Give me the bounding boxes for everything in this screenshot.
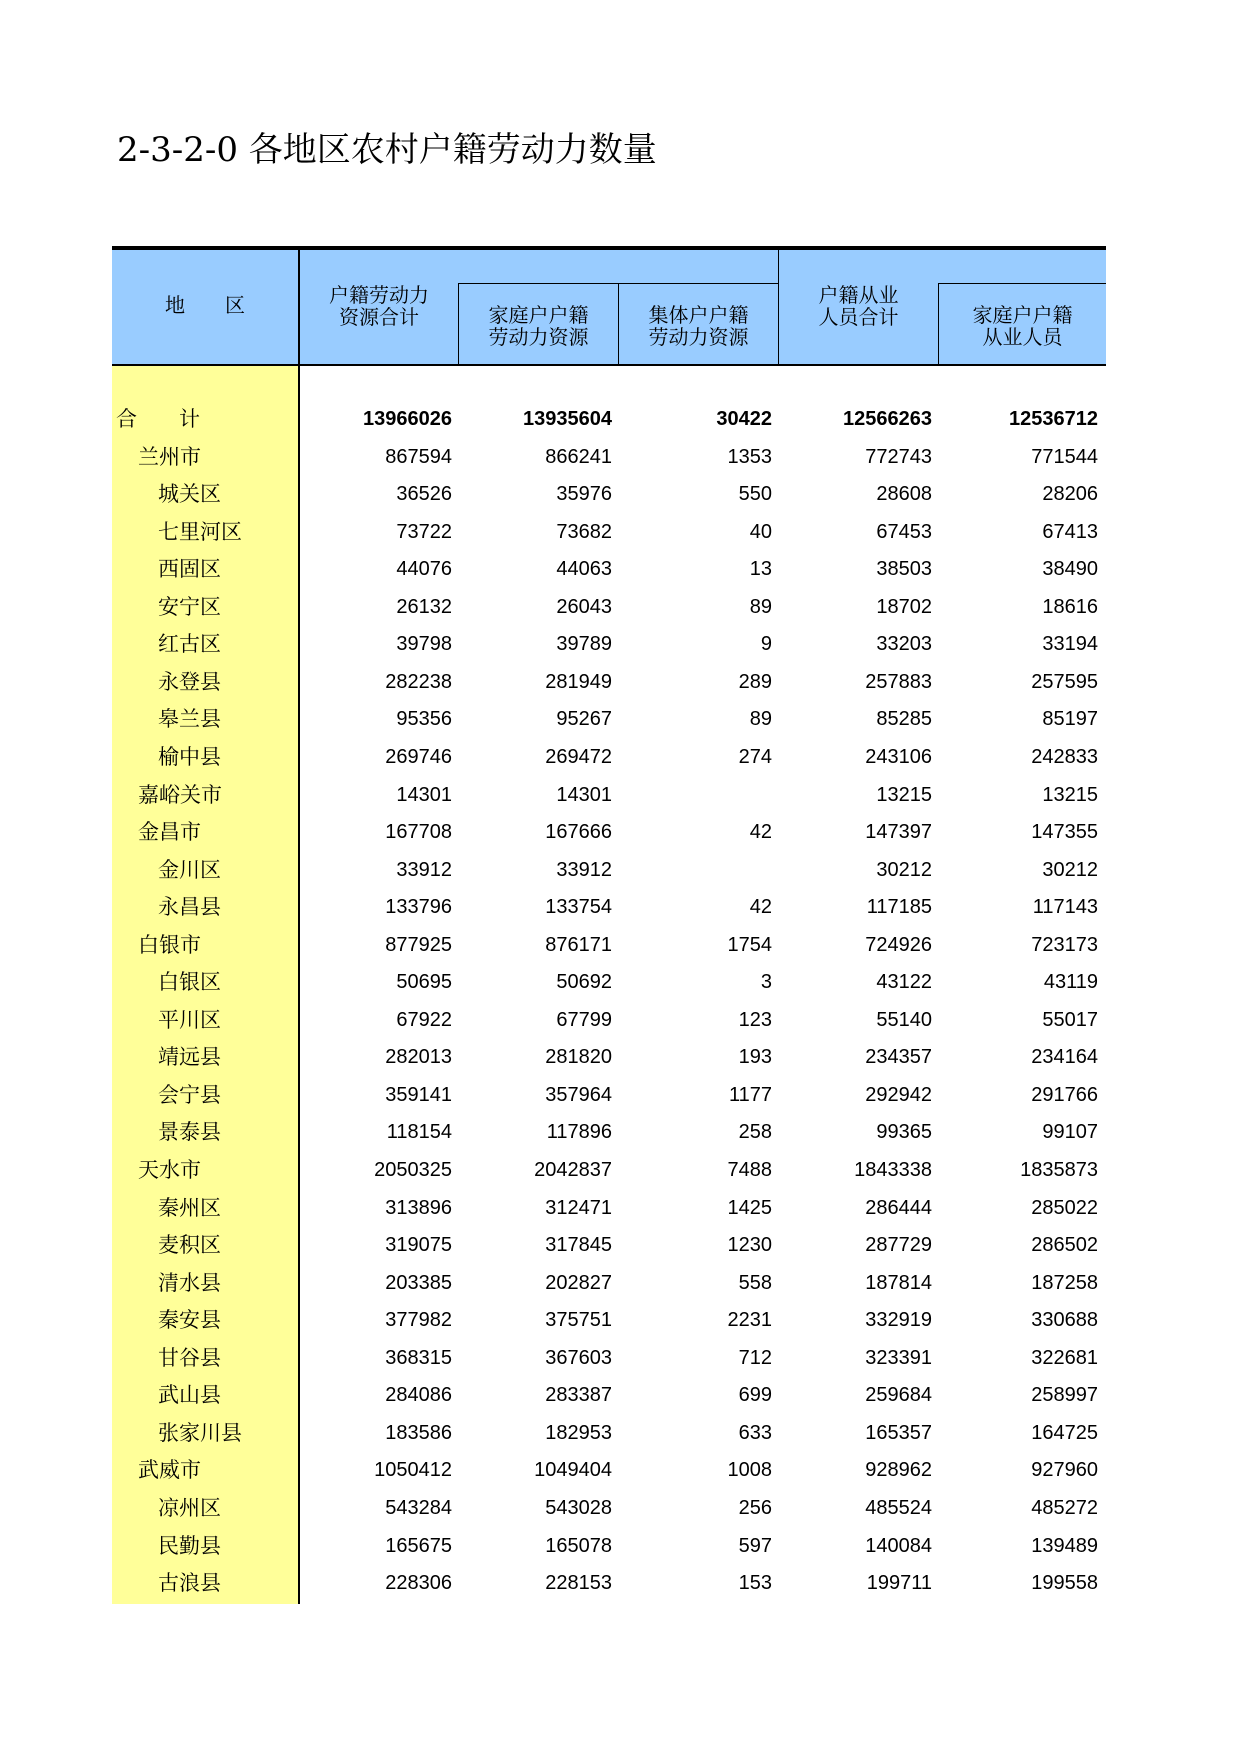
table-row — [112, 964, 1106, 1002]
value-cell: 95267 — [556, 708, 612, 731]
value-cell: 7488 — [727, 1159, 772, 1181]
value-cell: 133754 — [545, 896, 612, 919]
value-cell: 258997 — [1031, 1384, 1098, 1407]
value-cell: 1754 — [727, 933, 772, 956]
header-divider — [938, 283, 1106, 284]
value-cell: 167666 — [545, 821, 612, 844]
value-cell: 282013 — [385, 1046, 452, 1069]
region-name: 兰州市 — [138, 444, 201, 469]
table-row — [112, 889, 1106, 927]
value-cell: 228306 — [385, 1572, 452, 1595]
table-row — [112, 739, 1106, 777]
region-name: 秦州区 — [158, 1195, 221, 1220]
value-cell: 257883 — [865, 670, 932, 693]
table-row — [112, 1002, 1106, 1040]
value-cell: 165357 — [865, 1421, 932, 1444]
value-cell: 597 — [738, 1534, 772, 1557]
value-cell: 550 — [738, 483, 772, 506]
value-cell: 153 — [738, 1572, 772, 1595]
region-name: 民勤县 — [158, 1533, 221, 1558]
value-cell: 367603 — [545, 1346, 612, 1369]
value-cell: 2050325 — [374, 1159, 452, 1181]
value-cell: 723173 — [1031, 933, 1098, 956]
value-cell: 18616 — [1042, 595, 1098, 618]
value-cell: 699 — [738, 1384, 772, 1407]
value-cell: 1177 — [728, 1083, 772, 1106]
value-cell: 85285 — [876, 708, 932, 731]
header-collective-labor: 集体户户籍 劳动力资源 — [648, 303, 749, 349]
value-cell: 1835873 — [1020, 1159, 1098, 1181]
value-cell: 30212 — [1042, 858, 1098, 881]
value-cell: 359141 — [385, 1083, 452, 1106]
value-cell: 234357 — [865, 1046, 932, 1069]
table-row — [112, 814, 1106, 852]
value-cell: 322681 — [1031, 1346, 1098, 1369]
value-cell: 14301 — [556, 783, 612, 806]
value-cell: 633 — [738, 1421, 772, 1444]
value-cell: 558 — [738, 1271, 772, 1294]
value-cell: 485272 — [1031, 1496, 1098, 1519]
value-cell: 182953 — [545, 1421, 612, 1444]
region-name: 榆中县 — [158, 744, 221, 769]
value-cell: 274 — [738, 745, 772, 768]
table-row — [112, 626, 1106, 664]
value-cell: 73682 — [556, 520, 612, 543]
value-cell: 928962 — [865, 1459, 932, 1482]
value-cell: 67922 — [396, 1008, 452, 1031]
value-cell: 281820 — [545, 1046, 612, 1069]
region-name: 七里河区 — [158, 519, 242, 544]
value-cell: 724926 — [865, 933, 932, 956]
value-cell: 43119 — [1043, 971, 1098, 994]
value-cell: 289 — [738, 670, 772, 693]
value-cell: 38503 — [876, 558, 932, 581]
value-cell: 13 — [749, 558, 772, 581]
value-cell: 292942 — [865, 1083, 932, 1106]
value-cell: 317845 — [545, 1234, 612, 1257]
table-row — [112, 1340, 1106, 1378]
value-cell: 243106 — [865, 745, 932, 768]
value-cell: 228153 — [545, 1572, 612, 1595]
header-region: 地 区 — [165, 293, 245, 317]
value-cell: 28608 — [876, 483, 932, 506]
value-cell: 283387 — [545, 1384, 612, 1407]
value-cell: 485524 — [865, 1496, 932, 1519]
value-cell: 50695 — [396, 971, 452, 994]
value-cell: 234164 — [1031, 1046, 1098, 1069]
header-household-employed: 家庭户户籍 从业人员 — [972, 303, 1073, 349]
value-cell: 117185 — [866, 896, 932, 919]
value-cell: 199711 — [866, 1572, 932, 1595]
value-cell: 357964 — [545, 1083, 612, 1106]
value-cell: 95356 — [396, 708, 452, 731]
header-total-employed: 户籍从业 人员合计 — [818, 283, 899, 329]
table-row — [112, 551, 1106, 589]
value-cell: 187258 — [1031, 1271, 1098, 1294]
region-name: 古浪县 — [158, 1571, 221, 1596]
value-cell: 543028 — [545, 1496, 612, 1519]
value-cell: 30212 — [876, 858, 932, 881]
value-cell: 866241 — [545, 445, 612, 468]
value-cell: 33912 — [396, 858, 452, 881]
value-cell: 183586 — [385, 1421, 452, 1444]
region-name: 皋兰县 — [158, 707, 221, 732]
region-name: 清水县 — [158, 1270, 221, 1295]
value-cell: 123 — [738, 1008, 772, 1031]
value-cell: 772743 — [865, 445, 932, 468]
value-cell: 18702 — [876, 595, 932, 618]
region-name: 景泰县 — [158, 1120, 221, 1145]
region-name: 甘谷县 — [158, 1345, 221, 1370]
value-cell: 55140 — [876, 1008, 932, 1031]
page-title: 2-3-2-0 各地区农村户籍劳动力数量 — [117, 130, 657, 170]
value-cell: 203385 — [385, 1271, 452, 1294]
table-row — [112, 1077, 1106, 1115]
value-cell: 40 — [749, 520, 772, 543]
value-cell: 9 — [760, 633, 772, 656]
value-cell: 319075 — [385, 1234, 452, 1257]
value-cell: 258 — [738, 1121, 772, 1144]
value-cell: 282238 — [385, 670, 452, 693]
region-name: 会宁县 — [158, 1082, 221, 1107]
value-cell: 33194 — [1042, 633, 1098, 656]
value-cell: 771544 — [1031, 445, 1098, 468]
value-cell: 39798 — [396, 633, 452, 656]
value-cell: 13966026 — [363, 408, 452, 430]
value-cell: 13935604 — [523, 408, 612, 430]
value-cell: 89 — [749, 708, 772, 731]
table-row — [112, 927, 1106, 965]
value-cell: 377982 — [385, 1309, 452, 1332]
table-row — [112, 1565, 1106, 1603]
value-cell: 313896 — [385, 1196, 452, 1219]
value-cell: 99365 — [876, 1121, 932, 1144]
table-row — [112, 1377, 1106, 1415]
value-cell: 256 — [738, 1496, 772, 1519]
region-name: 金昌市 — [138, 820, 201, 845]
value-cell: 13215 — [876, 783, 932, 806]
value-cell: 202827 — [545, 1271, 612, 1294]
region-name: 白银市 — [138, 932, 201, 957]
region-name: 红古区 — [158, 632, 221, 657]
table-row — [112, 852, 1106, 890]
value-cell: 291766 — [1031, 1083, 1098, 1106]
value-cell: 164725 — [1031, 1421, 1098, 1444]
value-cell: 1230 — [727, 1234, 772, 1257]
value-cell: 323391 — [865, 1346, 932, 1369]
region-name: 平川区 — [158, 1007, 221, 1032]
value-cell: 85197 — [1042, 708, 1098, 731]
region-name: 合 计 — [116, 407, 200, 431]
region-name: 张家川县 — [158, 1420, 242, 1445]
value-cell: 242833 — [1031, 745, 1098, 768]
value-cell: 257595 — [1031, 670, 1098, 693]
region-name: 永登县 — [158, 669, 221, 694]
value-cell: 312471 — [545, 1196, 612, 1219]
value-cell: 284086 — [385, 1384, 452, 1407]
value-cell: 147355 — [1031, 821, 1098, 844]
table-row — [112, 1302, 1106, 1340]
table-row — [112, 1452, 1106, 1490]
value-cell: 50692 — [556, 971, 612, 994]
region-name: 天水市 — [138, 1158, 201, 1182]
region-name: 白银区 — [158, 970, 221, 995]
value-cell: 12536712 — [1009, 408, 1098, 430]
region-name: 麦积区 — [158, 1233, 221, 1258]
header-total-labor: 户籍劳动力 资源合计 — [329, 283, 429, 329]
table-row — [112, 401, 1106, 439]
value-cell: 67799 — [556, 1008, 612, 1031]
region-name: 武威市 — [138, 1458, 201, 1483]
header-household-labor: 家庭户户籍 劳动力资源 — [488, 303, 589, 349]
value-cell: 167708 — [385, 821, 452, 844]
value-cell: 133796 — [385, 896, 452, 919]
value-cell: 14301 — [396, 783, 452, 806]
table-row — [112, 439, 1106, 477]
value-cell: 67413 — [1042, 520, 1098, 543]
value-cell: 286444 — [865, 1196, 932, 1219]
table-row — [112, 1114, 1106, 1152]
value-cell: 187814 — [865, 1271, 932, 1294]
table-header — [112, 250, 1106, 366]
table-row — [112, 1528, 1106, 1566]
table-row — [112, 514, 1106, 552]
value-cell: 44076 — [396, 558, 452, 581]
table-row — [112, 589, 1106, 627]
value-cell: 712 — [738, 1346, 772, 1369]
value-cell: 269746 — [385, 745, 452, 768]
value-cell: 285022 — [1031, 1196, 1098, 1219]
table-row — [112, 664, 1106, 702]
region-name: 安宁区 — [158, 594, 221, 619]
value-cell: 28206 — [1042, 483, 1098, 506]
table-row — [112, 1227, 1106, 1265]
value-cell: 368315 — [385, 1346, 452, 1369]
value-cell: 193 — [738, 1046, 772, 1069]
value-cell: 1050412 — [374, 1459, 452, 1482]
region-name: 靖远县 — [158, 1045, 221, 1070]
value-cell: 876171 — [545, 933, 612, 956]
value-cell: 286502 — [1031, 1234, 1098, 1257]
table-row — [112, 1265, 1106, 1303]
value-cell: 30422 — [716, 408, 772, 430]
value-cell: 99107 — [1042, 1121, 1098, 1144]
value-cell: 269472 — [545, 745, 612, 768]
region-name: 永昌县 — [158, 895, 221, 920]
value-cell: 332919 — [865, 1309, 932, 1332]
value-cell: 259684 — [865, 1384, 932, 1407]
table-row — [112, 1152, 1106, 1190]
value-cell: 877925 — [385, 933, 452, 956]
region-name: 凉州区 — [158, 1495, 221, 1520]
value-cell: 927960 — [1031, 1459, 1098, 1482]
value-cell: 139489 — [1031, 1534, 1098, 1557]
region-name: 秦安县 — [158, 1308, 221, 1333]
table-row — [112, 1415, 1106, 1453]
value-cell: 165675 — [385, 1534, 452, 1557]
value-cell: 287729 — [865, 1234, 932, 1257]
value-cell: 117896 — [546, 1121, 612, 1144]
value-cell: 33912 — [556, 858, 612, 881]
value-cell: 3 — [760, 971, 772, 994]
value-cell: 118154 — [386, 1121, 452, 1144]
value-cell: 35976 — [556, 483, 612, 506]
table-row — [112, 1190, 1106, 1228]
table-row — [112, 701, 1106, 739]
region-name: 武山县 — [158, 1383, 221, 1408]
value-cell: 89 — [749, 595, 772, 618]
value-cell: 2042837 — [534, 1159, 612, 1181]
value-cell: 26132 — [396, 595, 452, 618]
value-cell: 38490 — [1042, 558, 1098, 581]
value-cell: 140084 — [865, 1534, 932, 1557]
value-cell: 543284 — [385, 1496, 452, 1519]
value-cell: 1008 — [727, 1459, 772, 1482]
table-row — [112, 777, 1106, 815]
value-cell: 12566263 — [843, 408, 932, 430]
value-cell: 1049404 — [534, 1459, 612, 1482]
value-cell: 55017 — [1042, 1008, 1098, 1031]
value-cell: 42 — [749, 896, 772, 919]
region-name: 西固区 — [158, 557, 221, 582]
value-cell: 42 — [749, 821, 772, 844]
value-cell: 2231 — [727, 1309, 772, 1332]
value-cell: 39789 — [556, 633, 612, 656]
value-cell: 147397 — [865, 821, 932, 844]
value-cell: 165078 — [545, 1534, 612, 1557]
table-row — [112, 1039, 1106, 1077]
table-row — [112, 1490, 1106, 1528]
value-cell: 13215 — [1042, 783, 1098, 806]
value-cell: 26043 — [556, 595, 612, 618]
region-name: 金川区 — [158, 857, 221, 882]
value-cell: 117143 — [1032, 896, 1098, 919]
value-cell: 43122 — [876, 971, 932, 994]
value-cell: 1425 — [727, 1196, 772, 1219]
value-cell: 36526 — [396, 483, 452, 506]
region-name: 嘉峪关市 — [138, 782, 222, 807]
value-cell: 33203 — [876, 633, 932, 656]
value-cell: 1353 — [727, 445, 772, 468]
value-cell: 867594 — [385, 445, 452, 468]
region-name: 城关区 — [158, 482, 221, 507]
value-cell: 199558 — [1031, 1572, 1098, 1595]
value-cell: 1843338 — [854, 1159, 932, 1181]
value-cell: 375751 — [545, 1309, 612, 1332]
value-cell: 73722 — [396, 520, 452, 543]
table-row — [112, 476, 1106, 514]
value-cell: 330688 — [1031, 1309, 1098, 1332]
value-cell: 67453 — [876, 520, 932, 543]
value-cell: 44063 — [556, 558, 612, 581]
value-cell: 281949 — [545, 670, 612, 693]
